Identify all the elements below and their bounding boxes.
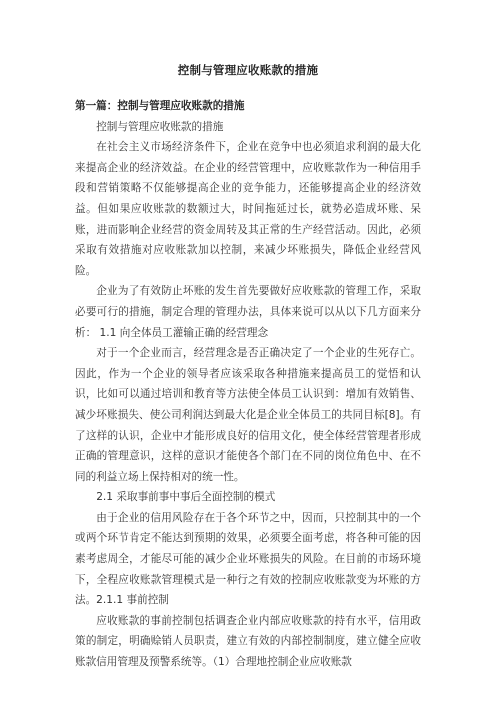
paragraph-intro: 在社会主义市场经济条件下，企业在竞争中也必须追求利润的最大化来提高企业的经济效益。在企业的经营管理中，应收账款作为一种信用手段和营销策略不仅能够提高企业的竞争能力，还能够提高企业的经济效益。但如果应收账款的数额过大，时间拖延过长，就势必造成坏账、呆账，进而影响企业经营的资金周转及其正常的生产经营活动。因此，必须采取有效措施对应收账款加以控制，来减少坏账损失，降低企业经营风险。 [75,141,421,277]
section-heading: 第一篇：控制与管理应收账款的措施 [75,100,245,112]
paragraph-full-control: 由于企业的信用风险存在于各个环节之中，因而，只控制其中的一个或两个环节肯定不能达到预期的效果，必须要全面考虑，将各种可能的因素考虑周全，才能尽可能的减少企业坏账损失的风险。在目前的市场环境下，全程应收账款管理模式是一种行之有效的控制应收账款变为坏账的方法。2.1.1 事前控制 [75,511,421,607]
paragraph-pre-control: 应收账款的事前控制包括调查企业内部应收账款的持有水平，信用政策的制定，明确赊销人员职责，建立有效的内部控制制度，建立健全应收账款信用管理及预警系统等。（1）合理地控制企业应收账款 [75,614,421,669]
paragraph-subheading-control-model: 2.1 采取事前事中事后全面控制的模式 [96,491,276,504]
document-body [75,96,421,673]
paragraph-philosophy: 对于一个企业而言，经营理念是否正确决定了一个企业的生死存亡。因此，作为一个企业的领导者应该采取各种措施来提高员工的觉悟和认识，比如可以通过培训和教育等方法使全体员工认识到：增加有效销售、减少坏账损失、使公司利润达到最大化是企业全体员工的共同目标[8]。有了这样的认识，企业中才能形成良好的信用文化，使全体经营管理者形成正确的管理意识，这样的意识才能使各个部门在不同的岗位角色中、在不同的利益立场上保持相对的统一性。 [75,347,421,483]
document-title: 控制与管理应收账款的措施 [177,63,319,77]
paragraph-measures: 企业为了有效防止坏账的发生首先要做好应收账款的管理工作，采取必要可行的措施，制定合理的管理办法，具体来说可以从以下几方面来分析： 1.1 向全体员工灌输正确的经营理念 [75,285,421,339]
paragraph-subtitle: 控制与管理应收账款的措施 [96,120,224,133]
